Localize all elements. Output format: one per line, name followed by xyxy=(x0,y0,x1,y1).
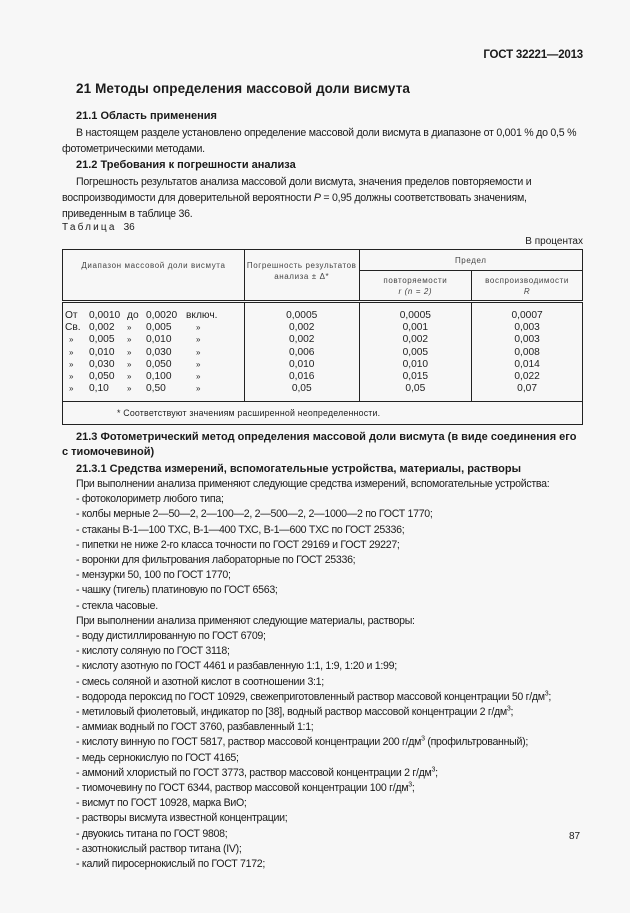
table-row-range: От 0,0010 до 0,0020 включ. xyxy=(65,310,218,321)
list-item: - стекла часовые. xyxy=(76,599,158,612)
list-item: - двуокись титана по ГОСТ 9808; xyxy=(76,827,228,840)
header-error: Погрешность результатов анализа ± Δ* xyxy=(244,250,359,302)
table-row-range: » 0,030 » 0,050 » xyxy=(69,358,201,370)
document-id: ГОСТ 32221—2013 xyxy=(483,49,583,61)
instruments-block xyxy=(76,477,586,872)
table-footnote: * Соответствуют значениям расширенной неопределенности. xyxy=(63,402,583,425)
list-item: - фотоколориметр любого типа; xyxy=(76,493,224,506)
instruments-intro: При выполнении анализа применяют следующие средства измерений, вспомогательные устройства: xyxy=(76,478,550,490)
list-item: - воду дистиллированную по ГОСТ 6709; xyxy=(76,630,266,643)
reproducibility-column: 0,0007 0,003 0,003 0,008 0,014 0,022 0,07 xyxy=(472,302,583,402)
list-item: - водорода пероксид по ГОСТ 10929, свежеприготовленный раствор массовой концентрации 50 $г/дм^3$; xyxy=(76,690,551,703)
list-item: - смесь соляной и азотной кислот в соотношении 3:1; xyxy=(76,675,324,688)
table-row-range: » 0,010 » 0,030 » xyxy=(69,346,201,358)
table-caption: Таблица 36 xyxy=(62,222,135,233)
list-item: - висмут по ГОСТ 10928, марка ВиО; xyxy=(76,797,247,810)
list-item: - аммиак водный по ГОСТ 3760, разбавленный 1:1; xyxy=(76,721,314,734)
list-item: - азотнокислый раствор титана (IV); xyxy=(76,842,242,855)
header-reproducibility: воспроизводимости R xyxy=(472,271,583,302)
list-item: - воронки для фильтрования лабораторные по ГОСТ 25336; xyxy=(76,554,356,567)
subsection-title-21-3-1: 21.3.1 Средства измерений, вспомогательные устройства, материалы, растворы xyxy=(76,463,521,475)
list-item: - аммоний хлористый по ГОСТ 3773, раствор массовой концентрации 2 $г/дм^3$; xyxy=(76,766,438,779)
table-row-range: » 0,005 » 0,010 » xyxy=(69,334,201,346)
materials-list xyxy=(76,629,586,872)
list-item: - стаканы В-1—100 ТХС, В-1—400 ТХС, В-1—600 ТХС по ГОСТ 25336; xyxy=(76,523,405,536)
list-item: - чашку (тигель) платиновую по ГОСТ 6563; xyxy=(76,584,278,597)
list-item: - калий пиросернокислый по ГОСТ 7172; xyxy=(76,858,266,871)
list-item: - метиловый фиолетовый, индикатор по [38], водный раствор массовой концентрации 2 $г/дм^3$; xyxy=(76,705,514,719)
header-limit: Предел xyxy=(359,250,582,271)
table-units: В процентах xyxy=(525,236,583,247)
section-title: 21 Методы определения массовой доли висмута xyxy=(76,81,411,96)
instruments-list xyxy=(76,492,586,614)
subsection-title-21-1: 21.1 Область применения xyxy=(76,110,217,122)
list-item: - кислоту азотную по ГОСТ 4461 и разбавленную 1:1, 1:9, 1:20 и 1:99; xyxy=(76,660,397,673)
materials-intro: При выполнении анализа применяют следующие материалы, растворы: xyxy=(76,614,415,627)
header-repeatability: повторяемости r (n = 2) xyxy=(359,271,472,302)
table-36 xyxy=(62,249,583,425)
page-number: 87 xyxy=(569,831,581,842)
table-row-range: » 0,050 » 0,100 » xyxy=(69,371,201,383)
subsection-title-21-2: 21.2 Требования к погрешности анализа xyxy=(76,159,296,171)
list-item: - кислоту соляную по ГОСТ 3118; xyxy=(76,645,230,658)
list-item: - тиомочевину по ГОСТ 6344, раствор массовой концентрации 100 $г/дм^3$; xyxy=(76,781,415,795)
table-row-range: » 0,10 » 0,50 » xyxy=(69,383,201,395)
list-item: - пипетки не ниже 2-го класса точности по ГОСТ 29169 и ГОСТ 29227; xyxy=(76,538,400,551)
repeatability-column: 0,0005 0,001 0,002 0,005 0,010 0,015 0,05 xyxy=(359,302,472,402)
error-column: 0,0005 0,002 0,002 0,006 0,010 0,016 0,05 xyxy=(244,302,359,402)
list-item: - колбы мерные 2—50—2, 2—100—2, 2—500—2, 2—1000—2 по ГОСТ 1770; xyxy=(76,508,433,521)
subsection-title-21-3: 21.3 Фотометрический метод определения массовой доли висмута (в виде соединения его с тиомочевиной) xyxy=(62,431,577,458)
list-item: - мензурки 50, 100 по ГОСТ 1770; xyxy=(76,569,231,582)
scope-paragraph: В настоящем разделе установлено определение массовой доли висмута в диапазоне от 0,001 % до 0,5 % фотометрическими методами. xyxy=(62,127,577,155)
list-item: - кислоту винную по ГОСТ 5817, раствор массовой концентрации 200 $г/дм^3$ (профильтрованный); xyxy=(76,735,528,749)
table-row-range: Св. 0,002 » 0,005 » xyxy=(65,322,201,334)
accuracy-paragraph: Погрешность результатов анализа массовой доли висмута, значения пределов повторяемости и воспроизводимости для доверительной вероятности P = 0,95 должны соответствовать значениям, приведенным в таблице 36. xyxy=(62,176,532,220)
range-column xyxy=(63,302,245,402)
table-body-row xyxy=(63,302,583,402)
list-item: - растворы висмута известной концентрации; xyxy=(76,812,288,825)
list-item: - медь сернокислую по ГОСТ 4165; xyxy=(76,751,239,764)
header-range: Диапазон массовой доли висмута xyxy=(63,250,245,302)
